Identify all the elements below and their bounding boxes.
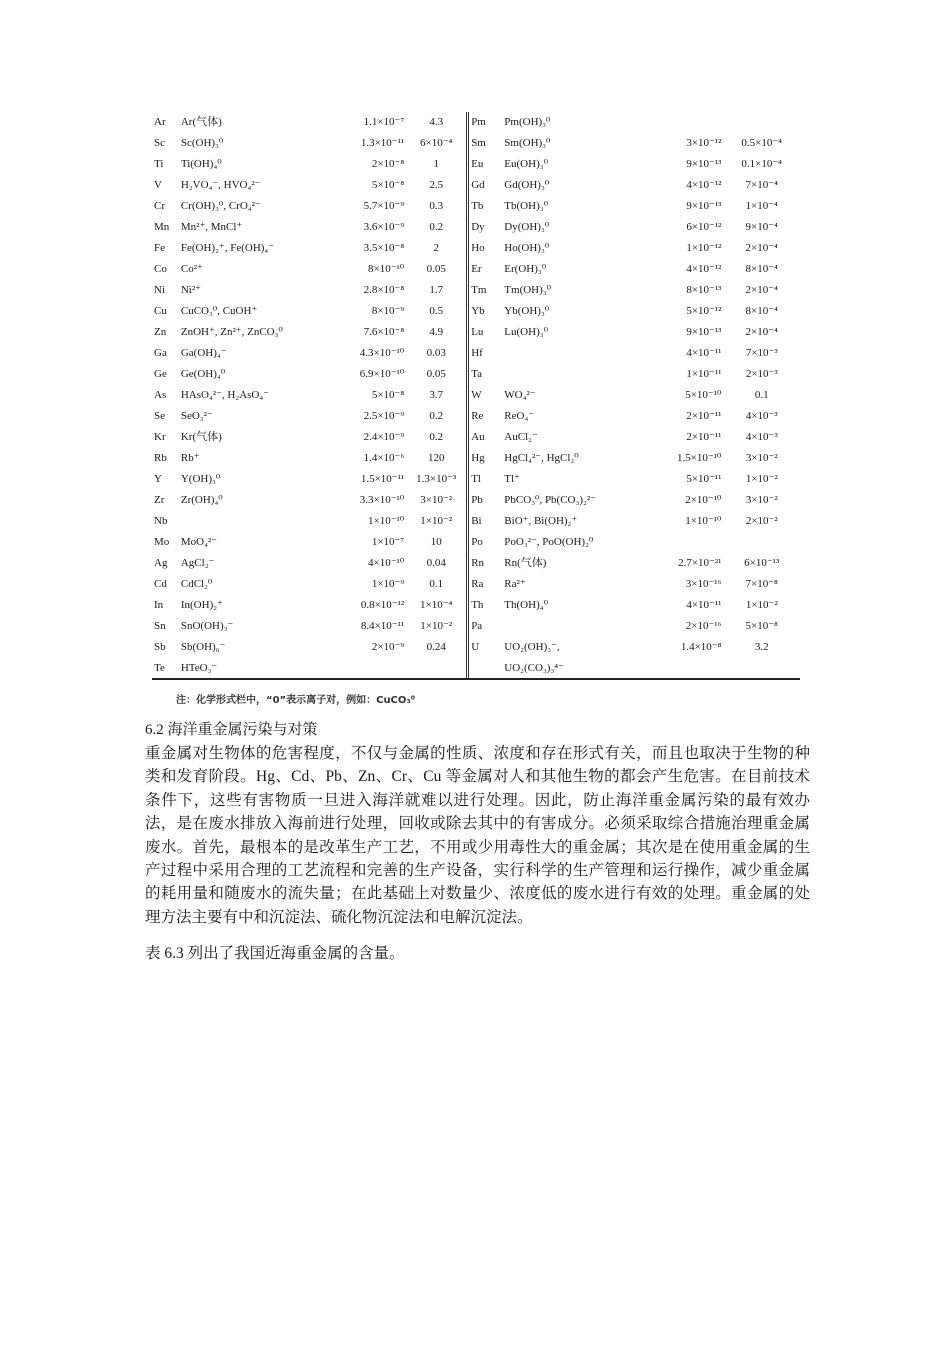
right-residence-value: 0.1: [754, 389, 769, 401]
right-concentration: 2×10⁻¹⁶: [685, 620, 722, 632]
left-element-symbol: Zn: [154, 326, 167, 338]
right-residence-value: 2×10⁻⁴: [745, 242, 778, 254]
left-element-symbol: Cr: [154, 200, 165, 212]
left-residence-value: 0.5: [429, 305, 444, 317]
left-residence-value: 0.24: [426, 641, 446, 653]
right-residence-value: 4×10⁻³: [745, 431, 778, 443]
left-residence-value: 0.05: [426, 368, 446, 380]
right-element-symbol: Hf: [468, 343, 503, 364]
right-residence-value: 2×10⁻³: [745, 368, 778, 380]
left-residence-value: 2: [433, 242, 439, 254]
left-chemical-form: MoO₄²⁻: [180, 536, 218, 548]
left-element-symbol: Kr: [154, 431, 166, 443]
left-concentration: 2.5×10⁻⁹: [363, 410, 405, 422]
right-residence-value: 7×10⁻³: [745, 347, 778, 359]
left-chemical-form: CuCO₃⁰, CuOH⁺: [180, 305, 258, 317]
left-element-symbol: Sc: [154, 137, 165, 149]
right-element-symbol: Eu: [468, 154, 503, 175]
body-paragraph: 重金属对生物体的危害程度，不仅与金属的性质、浓度和存在形式有关，而且也取决于生物的种类和发育阶段。Hg、Cd、Pb、Zn、Cr、Cu 等金属对人和其他生物的都会产生危害。在目前技术条件下，这些有害物质一旦进入海洋就难以进行处理。因此，防止海洋重金属污染的最有效办法，是在废水排放入海前进行处理，回收或除去其中的有害成分。必须采取综合措施治理重金属废水。首先，最根本的是改革生产工艺，不用或少用毒性大的重金属；其次是在使用重金属的生产过程中采用合理的工艺流程和完善的生产设备，实行科学的生产管理和运行操作，减少重金属的耗用量和随废水的流失量；在此基础上对数量少、浓度低的废水进行有效的处理。重金属的处理方法主要有中和沉淀法、硫化物沉淀法和电解沉淀法。: [145, 745, 810, 926]
table-row: [152, 217, 800, 238]
left-chemical-form: Ar(气体): [180, 116, 222, 128]
left-residence-value: 0.2: [429, 410, 444, 422]
left-concentration: 6.9×10⁻¹⁰: [359, 368, 405, 380]
left-element-symbol: Ga: [154, 347, 167, 359]
left-chemical-form: SeO₃²⁻: [180, 410, 213, 422]
left-chemical-form: Sc(OH)₃⁰: [180, 137, 224, 149]
right-concentration: 1.5×10⁻¹⁰: [676, 452, 722, 464]
right-residence-value: [723, 658, 800, 679]
left-residence-value: [406, 658, 467, 679]
left-concentration: 1×10⁻¹⁰: [367, 515, 405, 527]
left-concentration: 5×10⁻⁸: [371, 179, 405, 191]
right-chemical-form: UO₂(CO₃)₃⁴⁻: [504, 662, 564, 674]
table-row: [152, 469, 800, 490]
right-chemical-form: Tb(OH)₃⁰: [504, 200, 548, 212]
right-element-symbol: Th: [468, 595, 503, 616]
table-row: [152, 490, 800, 511]
right-concentration: 9×10⁻¹³: [686, 326, 722, 338]
right-residence-value: 2×10⁻²: [745, 515, 778, 527]
right-element-symbol: Gd: [468, 175, 503, 196]
right-residence-value: 1×10⁻⁴: [745, 200, 778, 212]
right-concentration: 5×10⁻¹²: [686, 305, 722, 317]
right-residence-value: 3×10⁻²: [745, 494, 778, 506]
left-residence-value: 3.7: [429, 389, 444, 401]
right-concentration: 4×10⁻¹²: [686, 179, 722, 191]
right-element-symbol: Pb: [468, 490, 503, 511]
right-element-symbol: Yb: [468, 301, 503, 322]
right-element-symbol: Rn: [468, 553, 503, 574]
left-chemical-form: HAsO₄²⁻, H₂AsO₄⁻: [180, 389, 269, 401]
left-element-symbol: Cu: [154, 305, 167, 317]
right-concentration: [630, 532, 723, 553]
right-concentration: 4×10⁻¹¹: [686, 599, 722, 611]
right-element-symbol: Re: [468, 406, 503, 427]
right-residence-value: [723, 112, 800, 133]
table-row: [152, 427, 800, 448]
left-element-symbol: V: [154, 179, 162, 191]
right-residence-value: 1×10⁻²: [745, 599, 778, 611]
right-chemical-form: PoO₃²⁻, PoO(OH)₂⁰: [504, 536, 594, 548]
left-residence-value: 1.3×10⁻³: [416, 473, 457, 485]
right-concentration: 1×10⁻¹⁰: [685, 515, 722, 527]
left-chemical-form: Mn²⁺, MnCl⁺: [180, 221, 243, 233]
left-element-symbol: Rb: [154, 452, 167, 464]
table-row: [152, 322, 800, 343]
left-concentration: 4.3×10⁻¹⁰: [359, 347, 405, 359]
left-chemical-form: Ni²⁺: [180, 284, 201, 296]
left-concentration: 1×10⁻⁹: [371, 578, 405, 590]
right-residence-value: 0.5×10⁻⁴: [741, 137, 783, 149]
element-table: [152, 112, 800, 679]
table-row: [152, 595, 800, 616]
right-element-symbol: Pm: [468, 112, 503, 133]
left-concentration: 3.3×10⁻¹⁰: [359, 494, 405, 506]
right-chemical-form: BiO⁺, Bi(OH)₂⁺: [504, 515, 578, 527]
left-residence-value: 0.3: [429, 200, 444, 212]
left-chemical-form: AgCl₂⁻: [180, 557, 215, 569]
left-concentration: 4×10⁻¹⁰: [367, 557, 405, 569]
table-row: [152, 196, 800, 217]
right-concentration: 1.4×10⁻⁸: [680, 641, 722, 653]
left-residence-value: 3×10⁻²: [420, 494, 453, 506]
left-element-symbol: Co: [154, 263, 167, 275]
left-chemical-form: Ga(OH)₄⁻: [180, 347, 227, 359]
right-concentration: 4×10⁻¹¹: [686, 347, 722, 359]
right-residence-value: 1×10⁻²: [745, 473, 778, 485]
left-element-symbol: Ni: [154, 284, 165, 296]
left-residence-value: 0.1: [429, 578, 444, 590]
right-chemical-form: Rn(气体): [504, 557, 547, 569]
left-chemical-form: In(OH)₂⁺: [180, 599, 223, 611]
table-row: [152, 553, 800, 574]
left-concentration: 1.1×10⁻⁷: [363, 116, 405, 128]
right-chemical-form: ReO₄⁻: [504, 410, 535, 422]
left-element-symbol: Se: [154, 410, 165, 422]
left-element-symbol: Ar: [154, 116, 166, 128]
table-row: [152, 133, 800, 154]
left-concentration: 1.5×10⁻¹¹: [360, 473, 405, 485]
left-concentration: 3.5×10⁻⁸: [363, 242, 405, 254]
left-chemical-form: Ti(OH)₄⁰: [180, 158, 222, 170]
right-element-symbol: Po: [468, 532, 503, 553]
left-residence-value: 1: [433, 158, 439, 170]
left-element-symbol: As: [154, 389, 167, 401]
table-row: [152, 637, 800, 658]
right-concentration: 6×10⁻¹²: [686, 221, 722, 233]
right-residence-value: 5×10⁻⁸: [745, 620, 778, 632]
right-element-symbol: [468, 658, 503, 679]
right-chemical-form: PbCO₃⁰, Pb(CO₃)₂²⁻: [504, 494, 596, 506]
right-residence-value: 7×10⁻⁴: [745, 179, 778, 191]
left-residence-value: 120: [427, 452, 445, 464]
right-concentration: 5×10⁻¹⁰: [685, 389, 722, 401]
right-concentration: [630, 658, 723, 679]
left-concentration: 1.4×10⁻⁶: [363, 452, 405, 464]
table-row: [152, 238, 800, 259]
right-residence-value: 7×10⁻⁸: [745, 578, 778, 590]
right-chemical-form: [502, 364, 630, 385]
right-element-symbol: Tm: [468, 280, 503, 301]
right-residence-value: 0.1×10⁻⁴: [741, 158, 783, 170]
left-element-symbol: Te: [154, 662, 165, 674]
table-row: [152, 280, 800, 301]
left-chemical-form: Cr(OH)₃⁰, CrO₄²⁻: [180, 200, 261, 212]
table-row: [152, 301, 800, 322]
left-element-symbol: Sb: [154, 641, 166, 653]
table-body: [152, 112, 800, 679]
left-chemical-form: ZnOH⁺, Zn²⁺, ZnCO₃⁰: [180, 326, 283, 338]
left-concentration: 1.3×10⁻¹¹: [360, 137, 405, 149]
right-concentration: 5×10⁻¹¹: [686, 473, 722, 485]
left-residence-value: 1×10⁻²: [420, 515, 453, 527]
right-chemical-form: Tm(OH)₃⁰: [504, 284, 552, 296]
left-residence-value: 1.7: [429, 284, 444, 296]
left-chemical-form: HTeO₃⁻: [180, 662, 218, 674]
left-residence-value: 0.2: [429, 221, 444, 233]
table-row: [152, 259, 800, 280]
right-concentration: 9×10⁻¹³: [686, 158, 722, 170]
table-bottom-rule: [152, 678, 800, 680]
left-element-symbol: Ag: [154, 557, 168, 569]
left-element-symbol: In: [154, 599, 164, 611]
left-concentration: 2×10⁻⁸: [371, 158, 405, 170]
right-element-symbol: Tb: [468, 196, 503, 217]
right-residence-value: 2×10⁻⁴: [745, 284, 778, 296]
left-chemical-form: [179, 511, 307, 532]
right-concentration: 3×10⁻¹⁶: [685, 578, 722, 590]
left-element-symbol: Ge: [154, 368, 167, 380]
left-residence-value: 2.5: [429, 179, 444, 191]
left-element-symbol: Sn: [154, 620, 166, 632]
left-element-symbol: Fe: [154, 242, 165, 254]
left-concentration: 3.6×10⁻⁹: [363, 221, 405, 233]
left-residence-value: 1×10⁻⁴: [420, 599, 453, 611]
right-residence-value: 8×10⁻⁴: [745, 263, 778, 275]
table-row: [152, 385, 800, 406]
right-chemical-form: Yb(OH)₃⁰: [504, 305, 550, 317]
table-row: [152, 574, 800, 595]
right-chemical-form: Er(OH)₃⁰: [504, 263, 547, 275]
left-chemical-form: Sb(OH)₆⁻: [180, 641, 226, 653]
right-element-symbol: Ta: [468, 364, 503, 385]
element-species-table: [152, 112, 800, 679]
right-chemical-form: Tl⁺: [504, 473, 520, 485]
right-element-symbol: Ra: [468, 574, 503, 595]
left-element-symbol: Y: [154, 473, 162, 485]
left-chemical-form: Ge(OH)₄⁰: [180, 368, 226, 380]
right-concentration: 2×10⁻¹¹: [686, 410, 722, 422]
right-element-symbol: Er: [468, 259, 503, 280]
table-row: [152, 406, 800, 427]
left-concentration: 5.7×10⁻⁹: [363, 200, 405, 212]
right-residence-value: 6×10⁻¹³: [744, 557, 780, 569]
right-concentration: 9×10⁻¹³: [686, 200, 722, 212]
right-chemical-form: AuCl₂⁻: [504, 431, 538, 443]
left-residence-value: 10: [430, 536, 442, 548]
left-concentration: 8×10⁻⁹: [371, 305, 405, 317]
right-concentration: 4×10⁻¹²: [686, 263, 722, 275]
left-chemical-form: H₂VO₄⁻, HVO₄²⁻: [180, 179, 261, 191]
right-concentration: [630, 112, 723, 133]
left-concentration: 7.6×10⁻⁸: [363, 326, 405, 338]
section-heading: 6.2 海洋重金属污染与对策: [145, 722, 318, 738]
right-residence-value: [723, 532, 800, 553]
left-chemical-form: Fe(OH)₂⁺, Fe(OH)₄⁻: [180, 242, 275, 254]
right-element-symbol: Tl: [468, 469, 503, 490]
table-row: [152, 364, 800, 385]
right-chemical-form: Ra²⁺: [504, 578, 526, 590]
right-element-symbol: Dy: [468, 217, 503, 238]
left-element-symbol: Mn: [154, 221, 170, 233]
right-chemical-form: [502, 616, 630, 637]
left-concentration: 8×10⁻¹⁰: [367, 263, 405, 275]
table-row: [152, 154, 800, 175]
right-concentration: 8×10⁻¹³: [686, 284, 722, 296]
right-chemical-form: Dy(OH)₃⁰: [504, 221, 550, 233]
table-row: [152, 511, 800, 532]
left-chemical-form: Co²⁺: [180, 263, 203, 275]
left-residence-value: 0.03: [426, 347, 446, 359]
table-row: [152, 532, 800, 553]
left-chemical-form: Rb⁺: [180, 452, 200, 464]
left-residence-value: 4.9: [429, 326, 444, 338]
left-element-symbol: Cd: [154, 578, 167, 590]
table-row: [152, 448, 800, 469]
right-chemical-form: Sm(OH)₃⁰: [504, 137, 551, 149]
right-concentration: 2×10⁻¹¹: [686, 431, 722, 443]
left-residence-value: 0.04: [426, 557, 446, 569]
right-chemical-form: Pm(OH)₃⁰: [504, 116, 551, 128]
right-chemical-form: Eu(OH)₃⁰: [504, 158, 548, 170]
left-residence-value: 4.3: [429, 116, 444, 128]
left-concentration: 1×10⁻⁷: [371, 536, 405, 548]
left-chemical-form: Kr(气体): [180, 431, 222, 443]
right-element-symbol: Bi: [468, 511, 503, 532]
right-chemical-form: Gd(OH)₃⁰: [504, 179, 550, 191]
left-residence-value: 0.2: [429, 431, 444, 443]
left-chemical-form: CdCl₂⁰: [180, 578, 213, 590]
left-chemical-form: Zr(OH)₄⁰: [180, 494, 223, 506]
left-element-symbol: Ti: [154, 158, 164, 170]
table-row: [152, 175, 800, 196]
right-residence-value: 3×10⁻²: [745, 452, 778, 464]
table-reference-line: 表 6.3 列出了我国近海重金属的含量。: [145, 945, 405, 962]
right-concentration: 1×10⁻¹¹: [686, 368, 722, 380]
left-residence-value: 1×10⁻²: [420, 620, 453, 632]
right-residence-value: 2×10⁻⁴: [745, 326, 778, 338]
left-concentration: 8.4×10⁻¹¹: [360, 620, 405, 632]
left-residence-value: 6×10⁻⁴: [420, 137, 453, 149]
right-chemical-form: WO₄²⁻: [504, 389, 536, 401]
right-chemical-form: [502, 343, 630, 364]
left-element-symbol: Zr: [154, 494, 165, 506]
right-element-symbol: Au: [468, 427, 503, 448]
left-concentration: 0.8×10⁻¹²: [360, 599, 405, 611]
right-element-symbol: U: [468, 637, 503, 658]
right-element-symbol: W: [468, 385, 503, 406]
left-element-symbol: Nb: [154, 515, 168, 527]
right-residence-value: 8×10⁻⁴: [745, 305, 778, 317]
table-row: [152, 658, 800, 679]
left-concentration: 5×10⁻⁸: [371, 389, 405, 401]
right-chemical-form: HgCl₄²⁻, HgCl₂⁰: [504, 452, 579, 464]
right-residence-value: 4×10⁻³: [745, 410, 778, 422]
table-row: [152, 616, 800, 637]
right-concentration: 2.7×10⁻²¹: [678, 557, 722, 569]
right-element-symbol: Ho: [468, 238, 503, 259]
left-chemical-form: SnO(OH)₃⁻: [180, 620, 234, 632]
left-concentration: 2×10⁻⁹: [371, 641, 405, 653]
right-residence-value: 3.2: [754, 641, 769, 653]
left-element-symbol: Mo: [154, 536, 170, 548]
right-element-symbol: Hg: [468, 448, 503, 469]
right-chemical-form: Lu(OH)₃⁰: [504, 326, 548, 338]
right-residence-value: 9×10⁻⁴: [745, 221, 778, 233]
table-note: 注：化学形式栏中，“0”表示离子对，例如：CuCO₃⁰: [176, 695, 416, 706]
right-chemical-form: Ho(OH)₃⁰: [504, 242, 550, 254]
right-element-symbol: Pa: [468, 616, 503, 637]
right-concentration: 1×10⁻¹²: [686, 242, 722, 254]
table-row: [152, 343, 800, 364]
right-element-symbol: Sm: [468, 133, 503, 154]
left-residence-value: 0.05: [426, 263, 446, 275]
right-chemical-form: UO₂(OH)₃⁻,: [504, 641, 560, 653]
left-concentration: 2.4×10⁻⁹: [363, 431, 405, 443]
left-concentration: 2.8×10⁻⁸: [363, 284, 405, 296]
left-concentration: [307, 658, 406, 679]
right-concentration: 3×10⁻¹²: [686, 137, 722, 149]
left-chemical-form: Y(OH)₃⁰: [180, 473, 221, 485]
table-row: [152, 112, 800, 133]
right-concentration: 2×10⁻¹⁰: [685, 494, 722, 506]
right-element-symbol: Lu: [468, 322, 503, 343]
right-chemical-form: Th(OH)₄⁰: [504, 599, 548, 611]
